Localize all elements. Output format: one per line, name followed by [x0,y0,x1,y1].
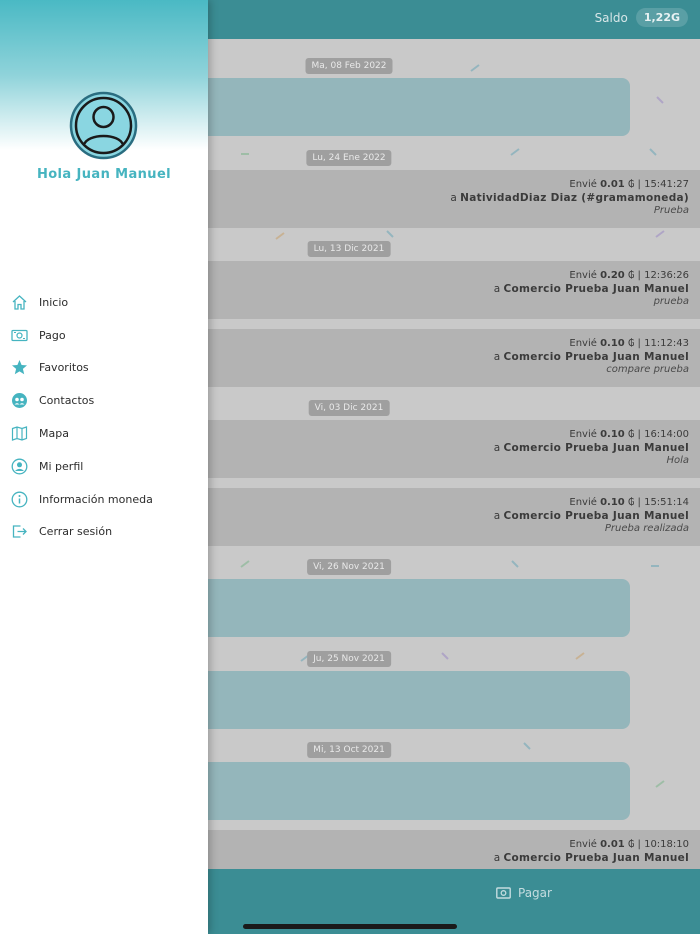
menu-item-pago[interactable] [0,319,208,352]
menu-label: Mapa [39,427,69,441]
menu-item-informacion-moneda[interactable] [0,483,208,516]
date-chip: Ma, 08 Feb 2022 [305,58,392,74]
menu-label: Cerrar sesión [39,525,113,539]
transaction-card[interactable]: Envié 0.20 ₲ | 12:36:26 a Comercio Prueba Juan Manuel prueba [208,261,700,319]
confetti-icon [655,95,665,105]
date-chip: Vi, 03 Dic 2021 [309,400,390,416]
menu-label: Favoritos [39,361,89,375]
menu-item-mi-perfil[interactable] [0,450,208,483]
menu-item-favoritos[interactable] [0,352,208,385]
received-bubble[interactable] [208,671,630,729]
confetti-icon [275,231,285,241]
balance-value: 1,22G [636,8,688,27]
home-indicator[interactable] [243,924,457,929]
balance [595,8,688,27]
transaction-card[interactable]: Envié 0.10 ₲ | 16:14:00 a Comercio Prueba Juan Manuel Hola [208,420,700,478]
transaction-card[interactable]: Envié 0.10 ₲ | 15:51:14 a Comercio Prueba Juan Manuel Prueba realizada [208,488,700,546]
date-chip: Vi, 26 Nov 2021 [307,559,391,575]
received-bubble[interactable] [208,78,630,136]
info-icon [11,491,28,508]
confetti-icon [650,561,660,571]
confetti-icon [655,229,665,239]
confetti-icon [575,651,585,661]
pay-button[interactable] [496,886,552,900]
cash-icon [11,327,28,344]
confetti-icon [522,741,532,751]
map-icon [11,425,28,442]
transaction-card[interactable]: Envié 0.01 ₲ | 15:41:27 a NatividadDiaz Diaz (#gramamoneda) Prueba [208,170,700,228]
side-drawer [0,0,208,934]
menu-label: Información moneda [39,492,153,506]
menu-item-contactos[interactable] [0,384,208,417]
confetti-icon [240,559,250,569]
received-bubble[interactable] [208,579,630,637]
transaction-card[interactable]: Envié 0.10 ₲ | 11:12:43 a Comercio Prueba Juan Manuel compare prueba [208,329,700,387]
home-icon [11,294,28,311]
drawer-menu [0,286,208,548]
confetti-icon [385,229,395,239]
confetti-icon [510,559,520,569]
date-chip: Ju, 25 Nov 2021 [307,651,391,667]
date-chip: Lu, 13 Dic 2021 [308,241,391,257]
date-chip: Lu, 24 Ene 2022 [306,150,391,166]
menu-item-cerrar-sesion[interactable] [0,516,208,549]
greeting: Hola Juan Manuel [36,167,172,182]
menu-label: Mi perfil [39,459,84,473]
menu-label: Contactos [39,394,95,408]
menu-item-mapa[interactable] [0,417,208,450]
logout-icon [11,523,28,540]
menu-item-inicio[interactable] [0,286,208,319]
star-icon [11,359,28,376]
transaction-card[interactable]: Envié 0.01 ₲ | 10:18:10 a Comercio Prueba Juan Manuel [208,830,700,870]
confetti-icon [440,651,450,661]
confetti-icon [655,779,665,789]
contacts-icon [11,392,28,409]
confetti-icon [510,147,520,157]
confetti-icon [648,147,658,157]
balance-label: Saldo [594,10,628,25]
cash-icon [496,887,511,899]
date-chip: Mi, 13 Oct 2021 [307,742,391,758]
confetti-icon [470,63,480,73]
avatar-icon [69,91,138,160]
pay-label: Pagar [518,886,552,900]
profile-icon [11,458,28,475]
confetti-icon [240,149,250,159]
menu-label: Pago [39,328,66,342]
menu-label: Inicio [39,295,69,309]
received-bubble[interactable] [208,762,630,820]
